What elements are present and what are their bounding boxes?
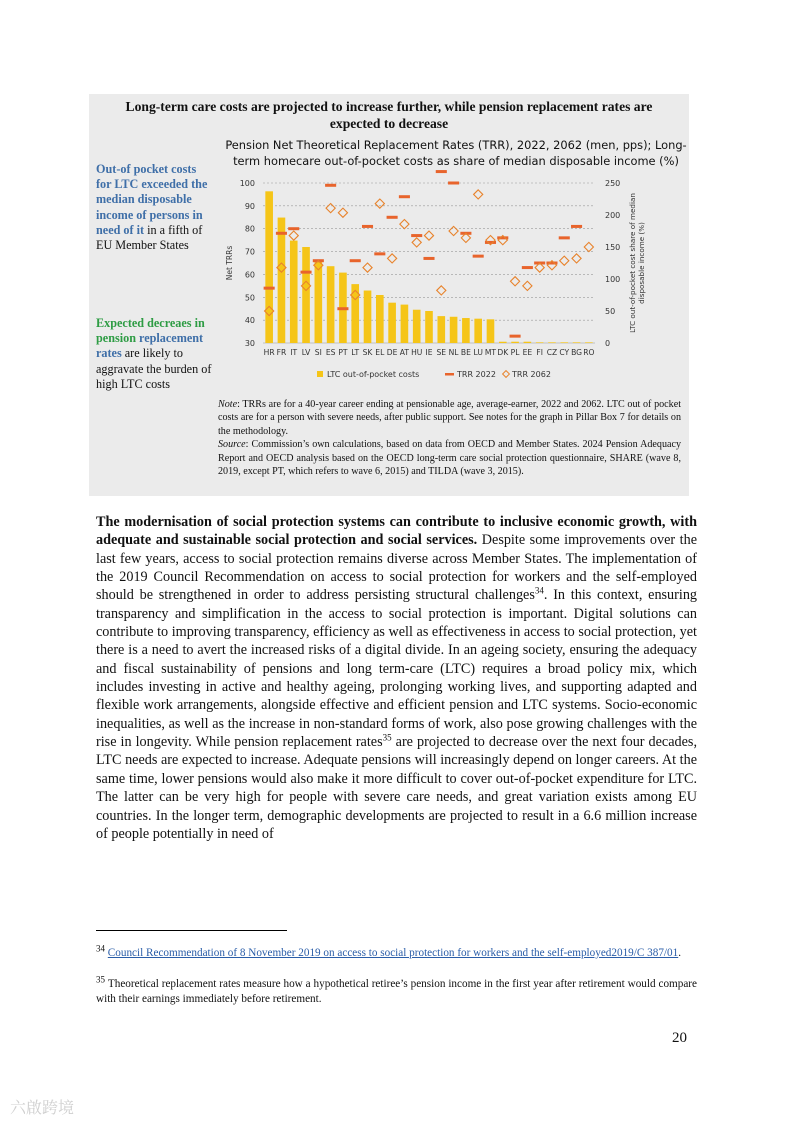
category-label: DK [497, 348, 509, 357]
marker-trr2062-pl [510, 277, 519, 286]
category-label: FI [536, 348, 543, 357]
footnote-rule [96, 930, 287, 931]
right-tick-label: 150 [605, 243, 621, 252]
category-label: LT [351, 348, 360, 357]
marker-trr2062-nl [449, 226, 458, 235]
footnote-ref-34[interactable]: 34 [534, 585, 544, 596]
category-label: SE [436, 348, 447, 357]
bar-ltc-it [290, 241, 298, 343]
category-label: CZ [546, 348, 558, 357]
marker-trr2062-es [326, 204, 335, 213]
bar-ltc-be [462, 318, 470, 343]
body-paragraph: The modernisation of social protection systems can contribute to inclusive economic growth, with adequate and sustainable social protection and social services. Despite some improvements over the last few years, access to social protection remains diverse across Member States. The implementation of the 2019 Council Recommendation on access to social protection for workers and the self-employed should be strengthened in order to address persisting structural challenges$^{34}$. In this context, ensuring transparency and simplification in the access to social protection is important. Digital solutions can contribute to improving transparency, efficiency as well as effectiveness in access to social protection, yet there is a need to avert the increased risks of a digital divide. In an ageing society, ensuring the adequacy and fiscal sustainability of pensions and long term-care (LTC) requires a broad policy mix, which includes investing in active and healthy ageing, prolonging working lives, and supporting adapted and flexible work arrangements, alongside effective and efficient pension and LTC systems. Socio-economic inequalities, as well as the increase in non-standard forms of work, also pose growing challenges with the rise in longevity. While pension replacement rates$^{35}$ are projected to decrease over the next four decades, LTC needs are expected to increase. Adequate pensions will increasingly depend on longer careers. At the same time, lower pensions would also make it more difficult to cover out-of-pocket expenditure for LTC. The latter can be very high for people with severe care needs, and great variation exists among EU countries. In the longer term, demographic developments are projected to result in a 6.6 million increase of people potentially in need of [96, 514, 698, 842]
bar-ltc-sk [364, 291, 372, 343]
marker-trr2022-it [288, 227, 299, 230]
footnote-ref-35[interactable]: 35 [382, 732, 392, 743]
marker-trr2022-se [436, 170, 447, 173]
marker-trr2022-ie [423, 257, 434, 260]
marker-trr2022-de [387, 216, 398, 219]
marker-trr2062-ie [424, 231, 433, 240]
legend-label-trr2022: TRR 2022 [457, 370, 496, 379]
bar-ltc-fi [536, 342, 544, 343]
bar-ltc-mt [487, 319, 495, 343]
bar-ltc-lu [474, 319, 482, 343]
side-note-pension: Expected decreaes in pension replacement rates are likely to aggravate the burden of high LTC costs [96, 316, 212, 391]
category-label: ES [325, 348, 336, 357]
category-label: LV [301, 348, 311, 357]
category-label: LU [473, 348, 483, 357]
left-tick-label: 90 [244, 201, 255, 211]
chart-title: Pension Net Theoretical Replacement Rates (TRR), 2022, 2062 (men, pps); Long- term homecare out-of-pocket costs as share of median disposable income (%) [225, 138, 687, 168]
marker-trr2022-sk [362, 225, 373, 228]
category-label: HR [263, 348, 275, 357]
bar-ltc-hu [413, 310, 421, 343]
marker-trr2022-pt [337, 307, 348, 310]
box-title: Long-term care costs are projected to increase further, while pension replacement rates are expected to decrease [125, 99, 653, 131]
category-label: HU [411, 348, 423, 357]
marker-trr2022-hu [411, 234, 422, 237]
right-axis-title: LTC out-of-pocket cost share of mediandisposable income (%) [628, 193, 646, 333]
left-tick-label: 70 [244, 247, 255, 257]
marker-trr2062-bg [572, 254, 581, 263]
category-label: PT [338, 348, 348, 357]
footnote-34: $^{34}$ Council Recommendation of 8 November 2019 on access to social protection for workers and the self-employed2019/C 387/01. [96, 943, 682, 959]
left-tick-label: 100 [239, 179, 255, 188]
marker-trr2062-de [388, 254, 397, 263]
bar-ltc-lv [302, 247, 310, 343]
category-label: MT [484, 348, 497, 357]
left-tick-label: 80 [244, 224, 255, 234]
marker-trr2062-sk [363, 263, 372, 272]
marker-trr2062-at [400, 220, 409, 229]
category-label: AT [399, 348, 410, 357]
watermark: 六啟跨境 [10, 1098, 75, 1117]
legend-swatch-trr2062 [503, 371, 510, 378]
marker-trr2022-pl [510, 335, 521, 338]
left-tick-label: 30 [244, 339, 255, 348]
marker-trr2022-lv [301, 271, 312, 274]
marker-trr2022-el [374, 252, 385, 255]
category-label: BE [460, 348, 471, 357]
marker-trr2022-nl [448, 182, 459, 185]
marker-trr2022-fr [276, 232, 287, 235]
category-label: IE [425, 348, 433, 357]
bar-ltc-ee [524, 342, 532, 343]
marker-trr2062-pt [338, 208, 347, 217]
bar-ltc-ro [585, 342, 593, 343]
marker-trr2022-es [325, 184, 336, 187]
marker-trr2022-at [399, 195, 410, 198]
legend-swatch-ltc [317, 371, 323, 377]
chart-box [89, 94, 689, 496]
bar-ltc-si [315, 261, 323, 343]
right-tick-label: 0 [605, 339, 611, 348]
legend-swatch-trr2022 [445, 373, 454, 376]
note-text: Note: TRRs are for a 40-year career ending at pensionable age, average-earner, 2022 and 2062. LTC out of pocket costs are for a person with severe needs, after public support. See notes for the graph in Pillar Box 7 for details on the methodology. [218, 399, 681, 437]
marker-trr2022-bg [571, 225, 582, 228]
bar-ltc-at [401, 305, 409, 343]
marker-trr2062-ee [523, 281, 532, 290]
footnote-35: $^{35}$ Theoretical replacement rates measure how a hypothetical retiree’s pension income in the first year after retirement would compare with their earnings immediately before retirement. [96, 974, 698, 1005]
page-number: 20 [672, 1030, 687, 1046]
left-axis-title: Net TRRs [225, 245, 234, 281]
marker-trr2062-ro [584, 242, 593, 251]
right-tick-label: 50 [605, 307, 616, 316]
bar-ltc-ie [425, 311, 433, 343]
category-label: PL [510, 348, 520, 357]
footnote-34-link[interactable]: Council Recommendation of 8 November 2019 on access to social protection for workers and the self-employed2019/C 387/01 [107, 947, 679, 959]
category-label: EE [522, 348, 533, 357]
category-label: NL [448, 348, 459, 357]
category-label: RO [583, 348, 595, 357]
bar-ltc-se [437, 316, 445, 343]
marker-trr2022-lu [473, 255, 484, 258]
category-label: EL [375, 348, 385, 357]
right-tick-label: 200 [605, 211, 621, 220]
bar-ltc-el [376, 295, 384, 343]
marker-trr2022-lt [350, 259, 361, 262]
marker-trr2062-cy [560, 256, 569, 265]
bar-ltc-de [388, 303, 396, 343]
right-tick-label: 100 [605, 275, 621, 284]
category-label: FR [276, 348, 287, 357]
category-label: IT [290, 348, 298, 357]
legend-label-ltc: LTC out-of-pocket costs [327, 370, 420, 379]
chart [219, 170, 689, 396]
left-tick-label: 60 [244, 270, 255, 280]
bar-ltc-es [327, 266, 335, 343]
bar-ltc-dk [499, 342, 507, 343]
bar-ltc-pl [511, 342, 519, 343]
right-tick-label: 250 [605, 179, 621, 188]
marker-trr2022-ee [522, 266, 533, 269]
category-label: DE [386, 348, 398, 357]
category-label: BG [571, 348, 583, 357]
bar-ltc-fr [278, 218, 286, 343]
marker-trr2022-hr [264, 287, 275, 290]
legend-label-trr2062: TRR 2062 [512, 370, 551, 379]
bar-ltc-cy [560, 342, 568, 343]
marker-trr2062-se [437, 286, 446, 295]
chart-note [218, 398, 681, 478]
left-tick-label: 40 [244, 316, 255, 326]
source-text: Source: Commission’s own calculations, based on data from OECD and Member States. 2024 Pension Adequacy Report and OECD analysis based on the OECD long-term care social protection questionnaire, SHARE (wave 8, 2019, except PT, which refers to wave 6, 2015) and TILDA (wave 3, 2015). [218, 439, 681, 478]
marker-trr2062-hu [412, 238, 421, 247]
category-label: SK [362, 348, 373, 357]
left-tick-label: 50 [244, 293, 255, 303]
bar-ltc-cz [548, 342, 556, 343]
marker-trr2022-cy [559, 236, 570, 239]
bar-ltc-nl [450, 317, 458, 343]
side-note-ltc: Out-of pocket costs for LTC exceeded the median disposable income of persons in need of it in a fifth of EU Member States [96, 162, 208, 253]
category-label: SI [314, 348, 322, 357]
bar-ltc-hr [265, 191, 273, 343]
category-label: CY [559, 348, 570, 357]
marker-trr2062-lu [474, 190, 483, 199]
bar-ltc-bg [573, 342, 581, 343]
marker-trr2062-it [289, 231, 298, 240]
marker-trr2062-el [375, 199, 384, 208]
